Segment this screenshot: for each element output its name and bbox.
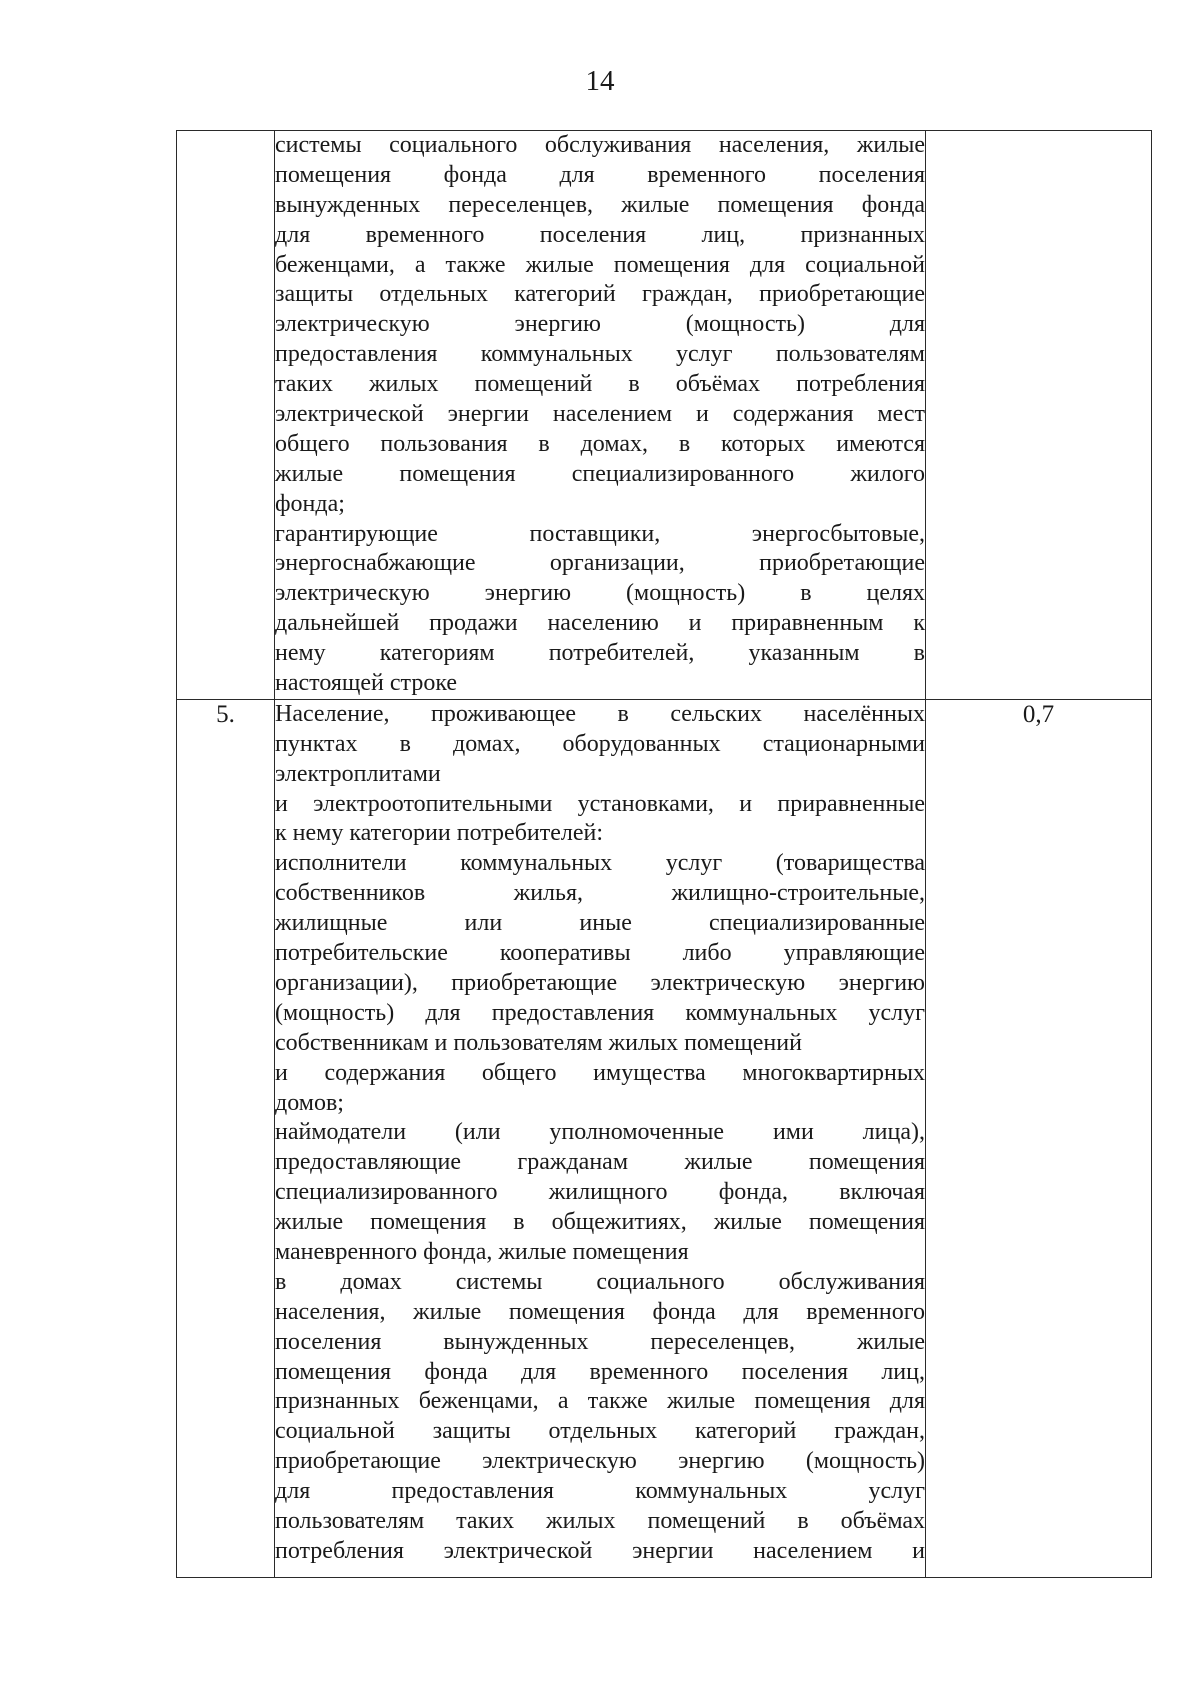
description-line: настоящей строке [275, 670, 458, 697]
table-row [177, 699, 1152, 1577]
description-line: защиты отдельных категорий граждан, приобретающие [275, 281, 925, 308]
tariff-table [176, 130, 1152, 1578]
description-line: наймодатели (или уполномоченные ими лица), [275, 1119, 925, 1146]
page-number: 14 [585, 65, 615, 97]
description-line: предоставляющие гражданам жилые помещения [275, 1149, 925, 1176]
row-description-cell [275, 699, 926, 1577]
description-line: гарантирующие поставщики, энергосбытовые, [275, 520, 925, 547]
description-line: электрической энергии населением и содержания мест [275, 401, 925, 428]
description-line: помещения фонда для временного поселения [275, 161, 925, 188]
description-line: таких жилых помещений в объёмах потребления [275, 371, 925, 398]
row-value-cell: 0,7 [926, 699, 1152, 1577]
row-number-cell: 5. [177, 699, 275, 1577]
description-line: фонда; [275, 490, 345, 517]
description-line: жилищные или иные специализированные [275, 910, 925, 937]
description-line: электроплитами [275, 760, 441, 787]
description-line: в домах системы социального обслуживания [275, 1268, 925, 1295]
row-number-cell [177, 131, 275, 700]
table-row [177, 131, 1152, 700]
description-line: пользователям таких жилых помещений в объёмах [275, 1507, 925, 1534]
description-line: нему категориям потребителей, указанным в [275, 640, 925, 667]
row-value-cell [926, 131, 1152, 700]
description-line: населения, жилые помещения фонда для временного [275, 1298, 925, 1325]
description-line: жилые помещения специализированного жилого [275, 460, 925, 487]
description-line: социальной защиты отдельных категорий граждан, [275, 1418, 925, 1445]
description-line: поселения вынужденных переселенцев, жилые [275, 1328, 925, 1355]
description-line: помещения фонда для временного поселения лиц, [275, 1358, 925, 1385]
description-line: и содержания общего имущества многоквартирных [275, 1059, 925, 1086]
row-description-cell [275, 131, 926, 700]
description-line: исполнители коммунальных услуг (товарищества [275, 850, 925, 877]
description-line: собственников жилья, жилищно-строительные, [275, 880, 925, 907]
description-line: системы социального обслуживания населения, жилые [275, 132, 925, 158]
description-line: беженцами, а также жилые помещения для социальной [275, 251, 925, 278]
description-line: вынужденных переселенцев, жилые помещения фонда [275, 191, 925, 218]
description-line: дальнейшей продажи населению и приравненным к [275, 610, 925, 637]
description-line: домов; [275, 1089, 344, 1116]
description-line: пунктах в домах, оборудованных стационарными [275, 730, 925, 757]
description-line: специализированного жилищного фонда, включая [275, 1179, 925, 1206]
description-line: маневренного фонда, жилые помещения [275, 1238, 689, 1265]
description-line: потребительские кооперативы либо управляющие [275, 940, 925, 967]
description-line: электрическую энергию (мощность) в целях [275, 580, 925, 607]
description-line: энергоснабжающие организации, приобретающие [275, 550, 925, 577]
description-line: собственникам и пользователям жилых помещений [275, 1029, 802, 1056]
description-line: признанных беженцами, а также жилые помещения для [275, 1388, 925, 1415]
description-line: электрическую энергию (мощность) для [275, 311, 925, 338]
description-line: и электроотопительными установками, и приравненные [275, 790, 925, 817]
description-line: предоставления коммунальных услуг пользователям [275, 341, 925, 368]
description-line: (мощность) для предоставления коммунальных услуг [275, 999, 925, 1026]
description-line: жилые помещения в общежитиях, жилые помещения [275, 1209, 925, 1236]
description-line: потребления электрической энергии населением и [275, 1537, 925, 1564]
description-line: Население, проживающее в сельских населённых [275, 700, 925, 727]
description-line: для временного поселения лиц, признанных [275, 221, 925, 248]
description-line: общего пользования в домах, в которых имеются [275, 430, 925, 457]
description-line: приобретающие электрическую энергию (мощность) [275, 1448, 925, 1475]
description-line: организации), приобретающие электрическую энергию [275, 969, 925, 996]
description-line: к нему категории потребителей: [275, 820, 604, 847]
description-line: для предоставления коммунальных услуг [275, 1478, 925, 1505]
